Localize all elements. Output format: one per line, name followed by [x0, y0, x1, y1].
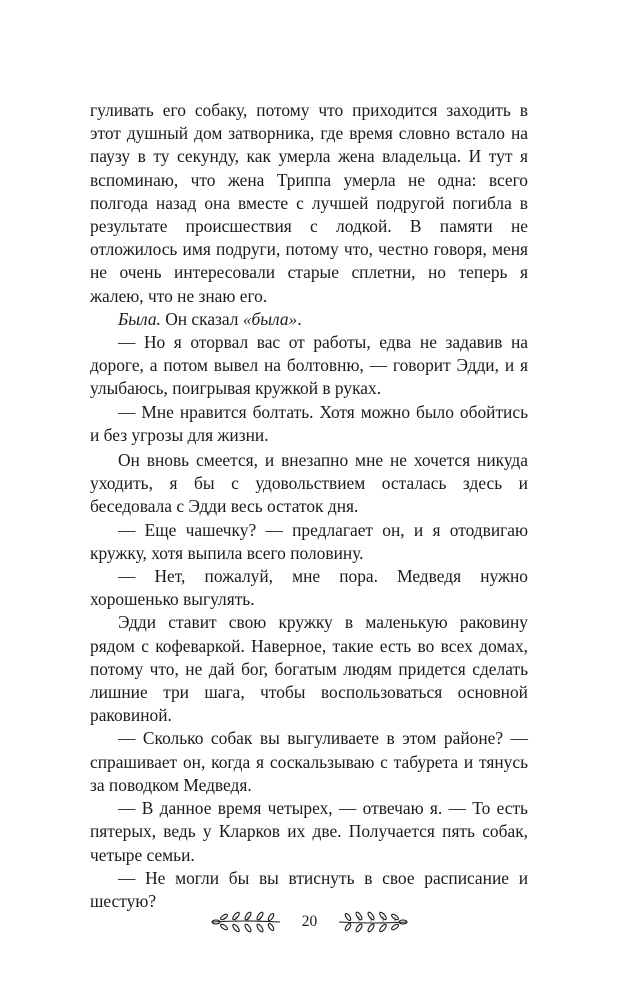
- paragraph: — Не могли бы вы втиснуть в свое расписание и шестую?: [90, 867, 528, 911]
- paragraph: [90, 308, 528, 331]
- paragraph: — Но я оторвал вас от работы, едва не задавив на дороге, а потом вывел на болтовню, — говорит Эдди, и я улыбаюсь, поигрывая кружкой в руках.: [90, 332, 528, 399]
- body-text: [90, 99, 528, 913]
- page-number: 20: [301, 913, 318, 930]
- paragraph: Эдди ставит свою кружку в маленькую раковину рядом с кофеваркой. Наверное, такие есть во всех домах, потому что, не дай бог, богатым людям придется сделать лишние три шага, чтобы воспользоваться основной раковиной.: [90, 612, 528, 726]
- italic-quote: «была»: [242, 308, 298, 329]
- paragraph: — Сколько собак вы выгуливаете в этом районе? — спрашивает он, когда я соскальзываю с табурета и тянусь за поводком Медведя.: [90, 728, 528, 795]
- leaf-branch-ornament-right-icon: [337, 911, 409, 933]
- paragraph: гуливать его собаку, потому что приходится заходить в этот душный дом затворника, где время словно встало на паузу в ту секунду, как умерла жена владельца. И тут я вспоминаю, что жена Триппа умерла не одна: всего полгода назад она вместе с лучшей подругой погибла в результате происшествия с лодкой. В памяти не отложилось имя подруги, потому что, честно говоря, меня не очень интересовали старые сплетни, но теперь я жалею, что не знаю его.: [90, 100, 528, 306]
- paragraph-text: .: [297, 308, 302, 329]
- paragraph: — В данное время четырех, — отвечаю я. — То есть пятерых, ведь у Кларков их две. Получается пять собак, четыре семьи.: [90, 798, 528, 865]
- paragraph: Он вновь смеется, и внезапно мне не хочется никуда уходить, я бы с удовольствием осталась здесь и беседовала с Эдди весь остаток дня.: [90, 450, 528, 517]
- paragraph: — Еще чашечку? — предлагает он, и я отодвигаю кружку, хотя выпила всего половину.: [90, 519, 528, 563]
- leaf-branch-ornament-left-icon: [210, 911, 282, 933]
- paragraph: — Мне нравится болтать. Хотя можно было обойтись и без угрозы для жизни.: [90, 401, 528, 445]
- page-footer: [0, 907, 619, 937]
- paragraph: — Нет, пожалуй, мне пора. Медведя нужно хорошенько выгулять.: [90, 566, 528, 610]
- italic-emphasis: Была.: [118, 308, 161, 329]
- paragraph-text: Он сказал: [160, 308, 243, 329]
